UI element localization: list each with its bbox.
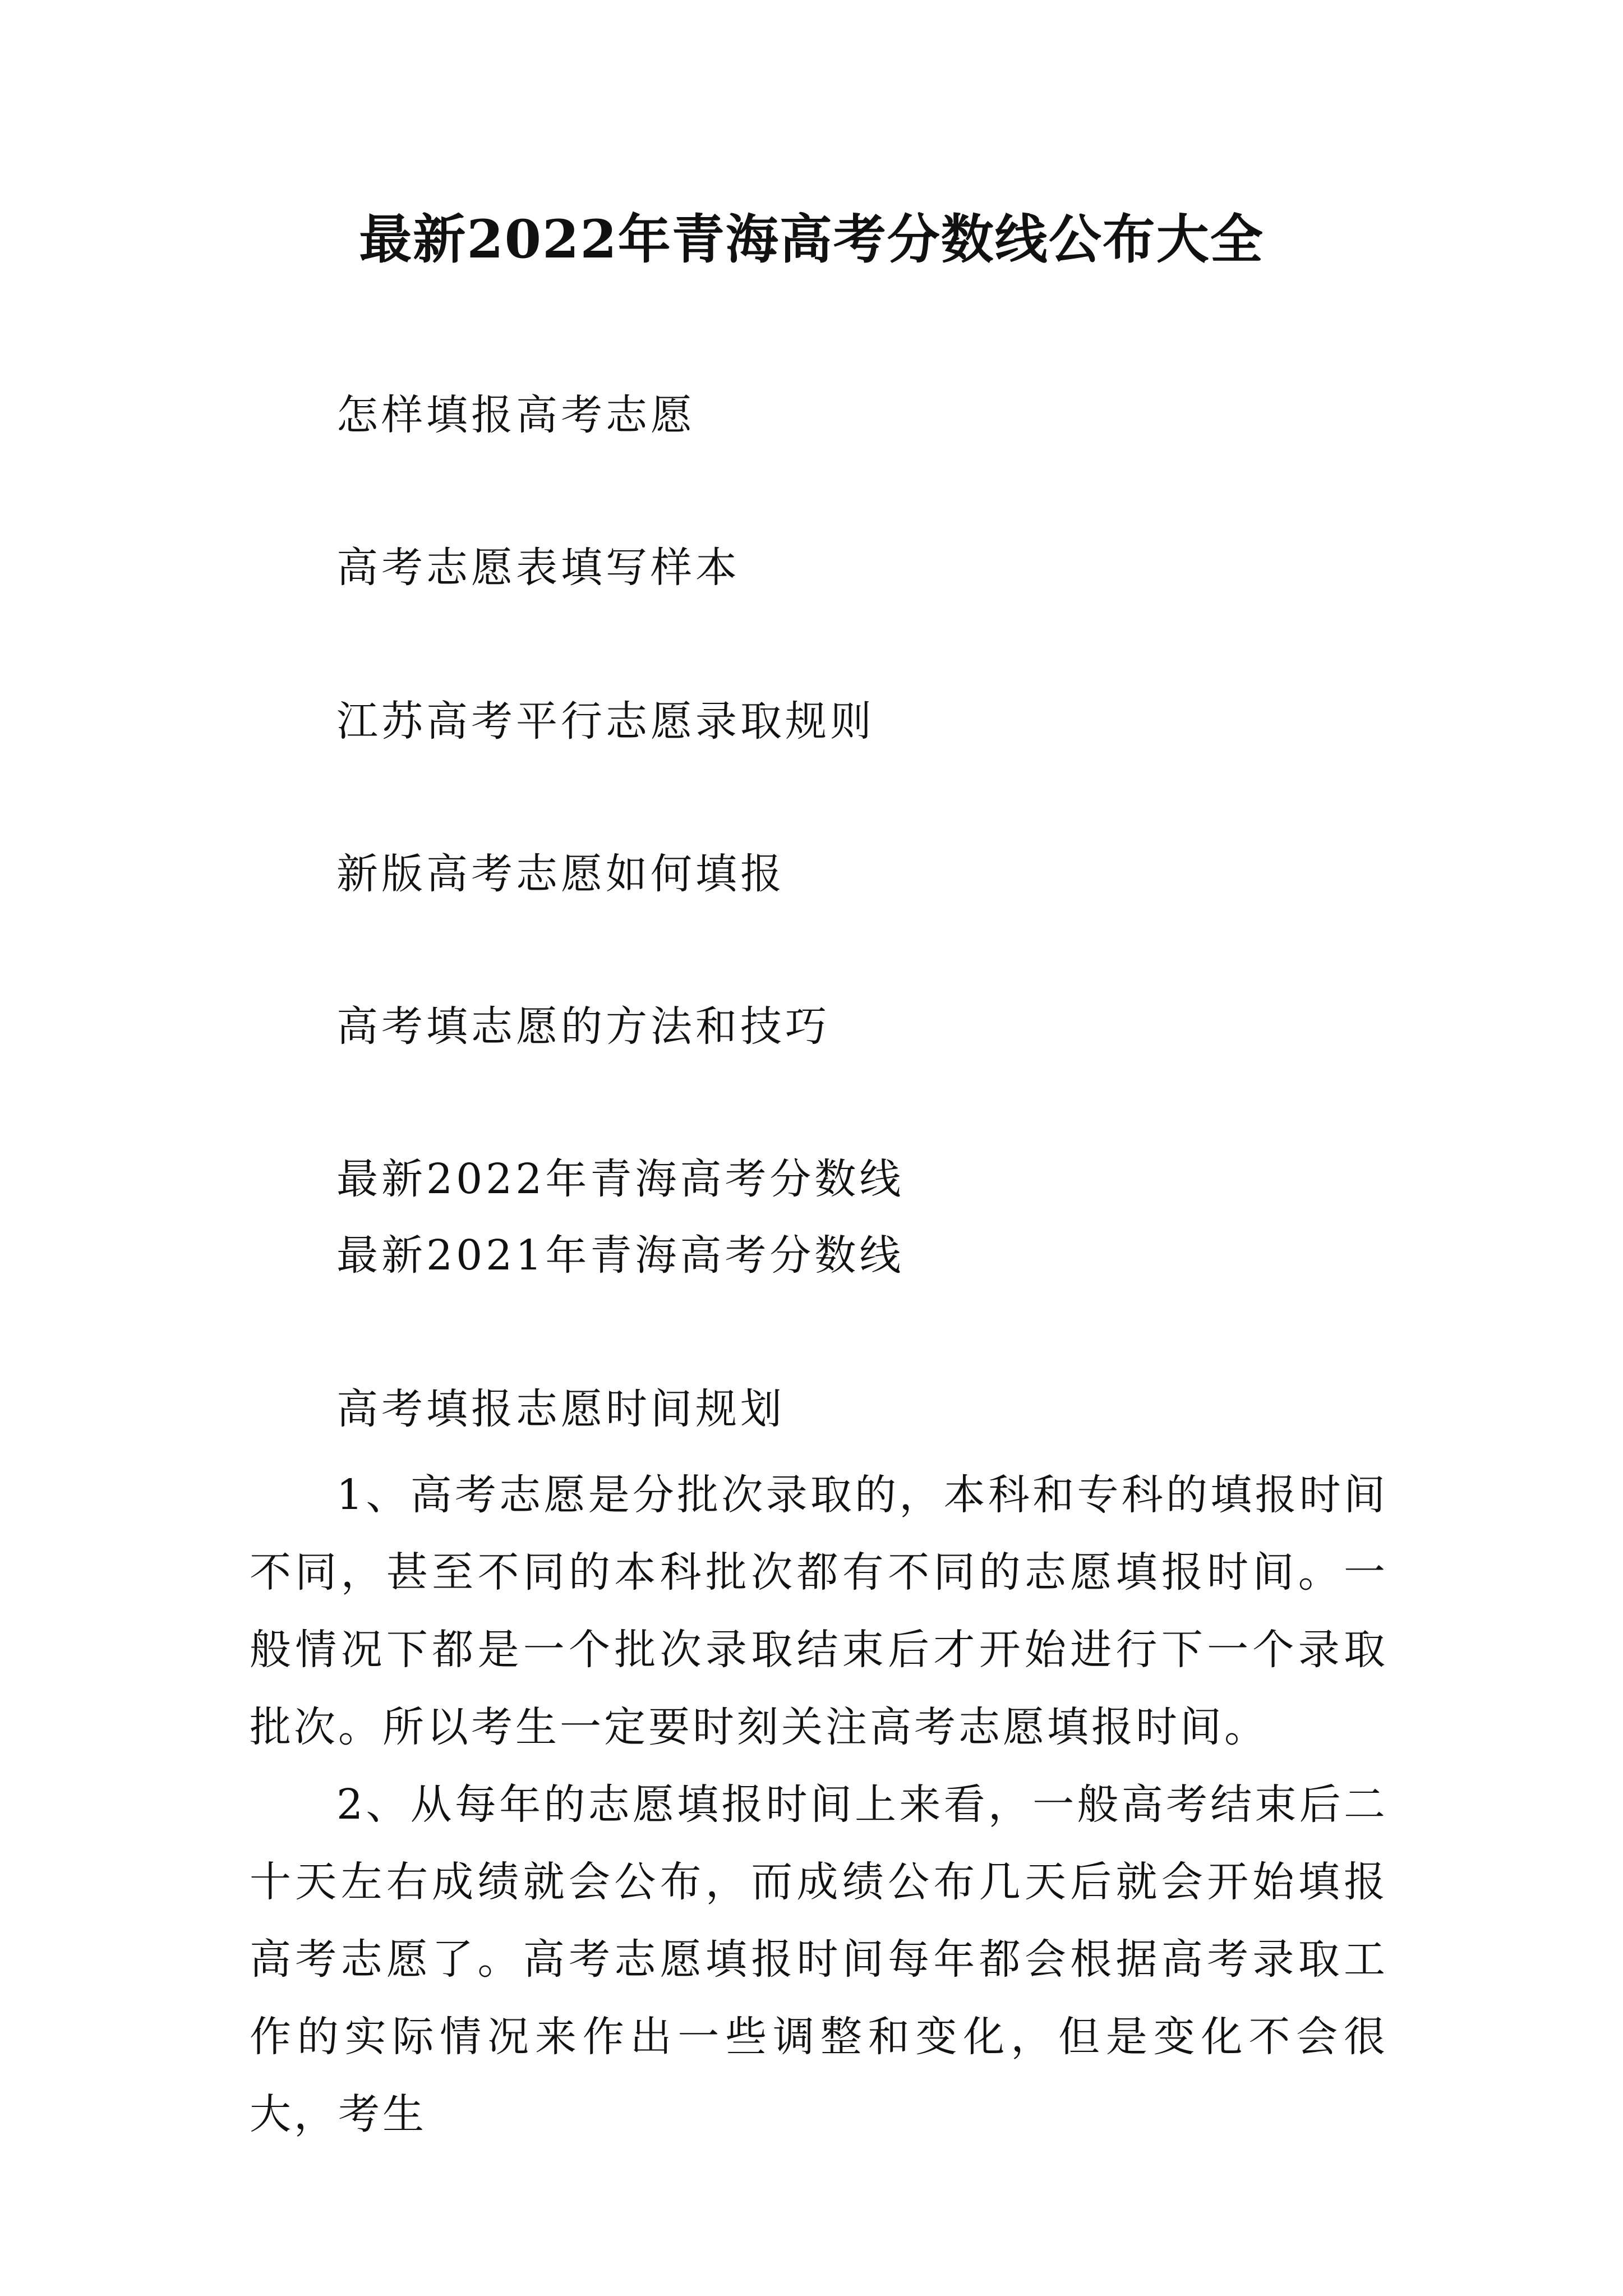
toc-heading-6: 最新2022年青海高考分数线 <box>336 1155 905 1203</box>
toc-heading-5: 高考填志愿的方法和技巧 <box>336 1002 830 1051</box>
document-title: 最新2022年青海高考分数线公布大全 <box>359 209 1264 270</box>
toc-heading-2: 高考志愿表填写样本 <box>336 544 740 592</box>
body-paragraph-2: 2、从每年的志愿填报时间上来看，一般高考结束后二十天左右成绩就会公布，而成绩公布几天后就会开始填报高考志愿了。高考志愿填报时间每年都会根据高考录取工作的实际情况来作出一些调整和变化，但是变化不会很大，考生 <box>250 1780 1388 2138</box>
toc-heading-1: 怎样填报高考志愿 <box>336 391 695 439</box>
body-paragraph-1: 1、高考志愿是分批次录取的，本科和专科的填报时间不同，甚至不同的本科批次都有不同的志愿填报时间。一般情况下都是一个批次录取结束后才开始进行下一个录取批次。所以考生一定要时刻关注高考志愿填报时间。 <box>250 1471 1388 1751</box>
toc-heading-7: 最新2021年青海高考分数线 <box>336 1231 905 1280</box>
toc-heading-3: 江苏高考平行志愿录取规则 <box>336 697 875 746</box>
toc-heading-4: 新版高考志愿如何填报 <box>336 850 785 898</box>
section-heading: 高考填报志愿时间规划 <box>336 1385 785 1433</box>
